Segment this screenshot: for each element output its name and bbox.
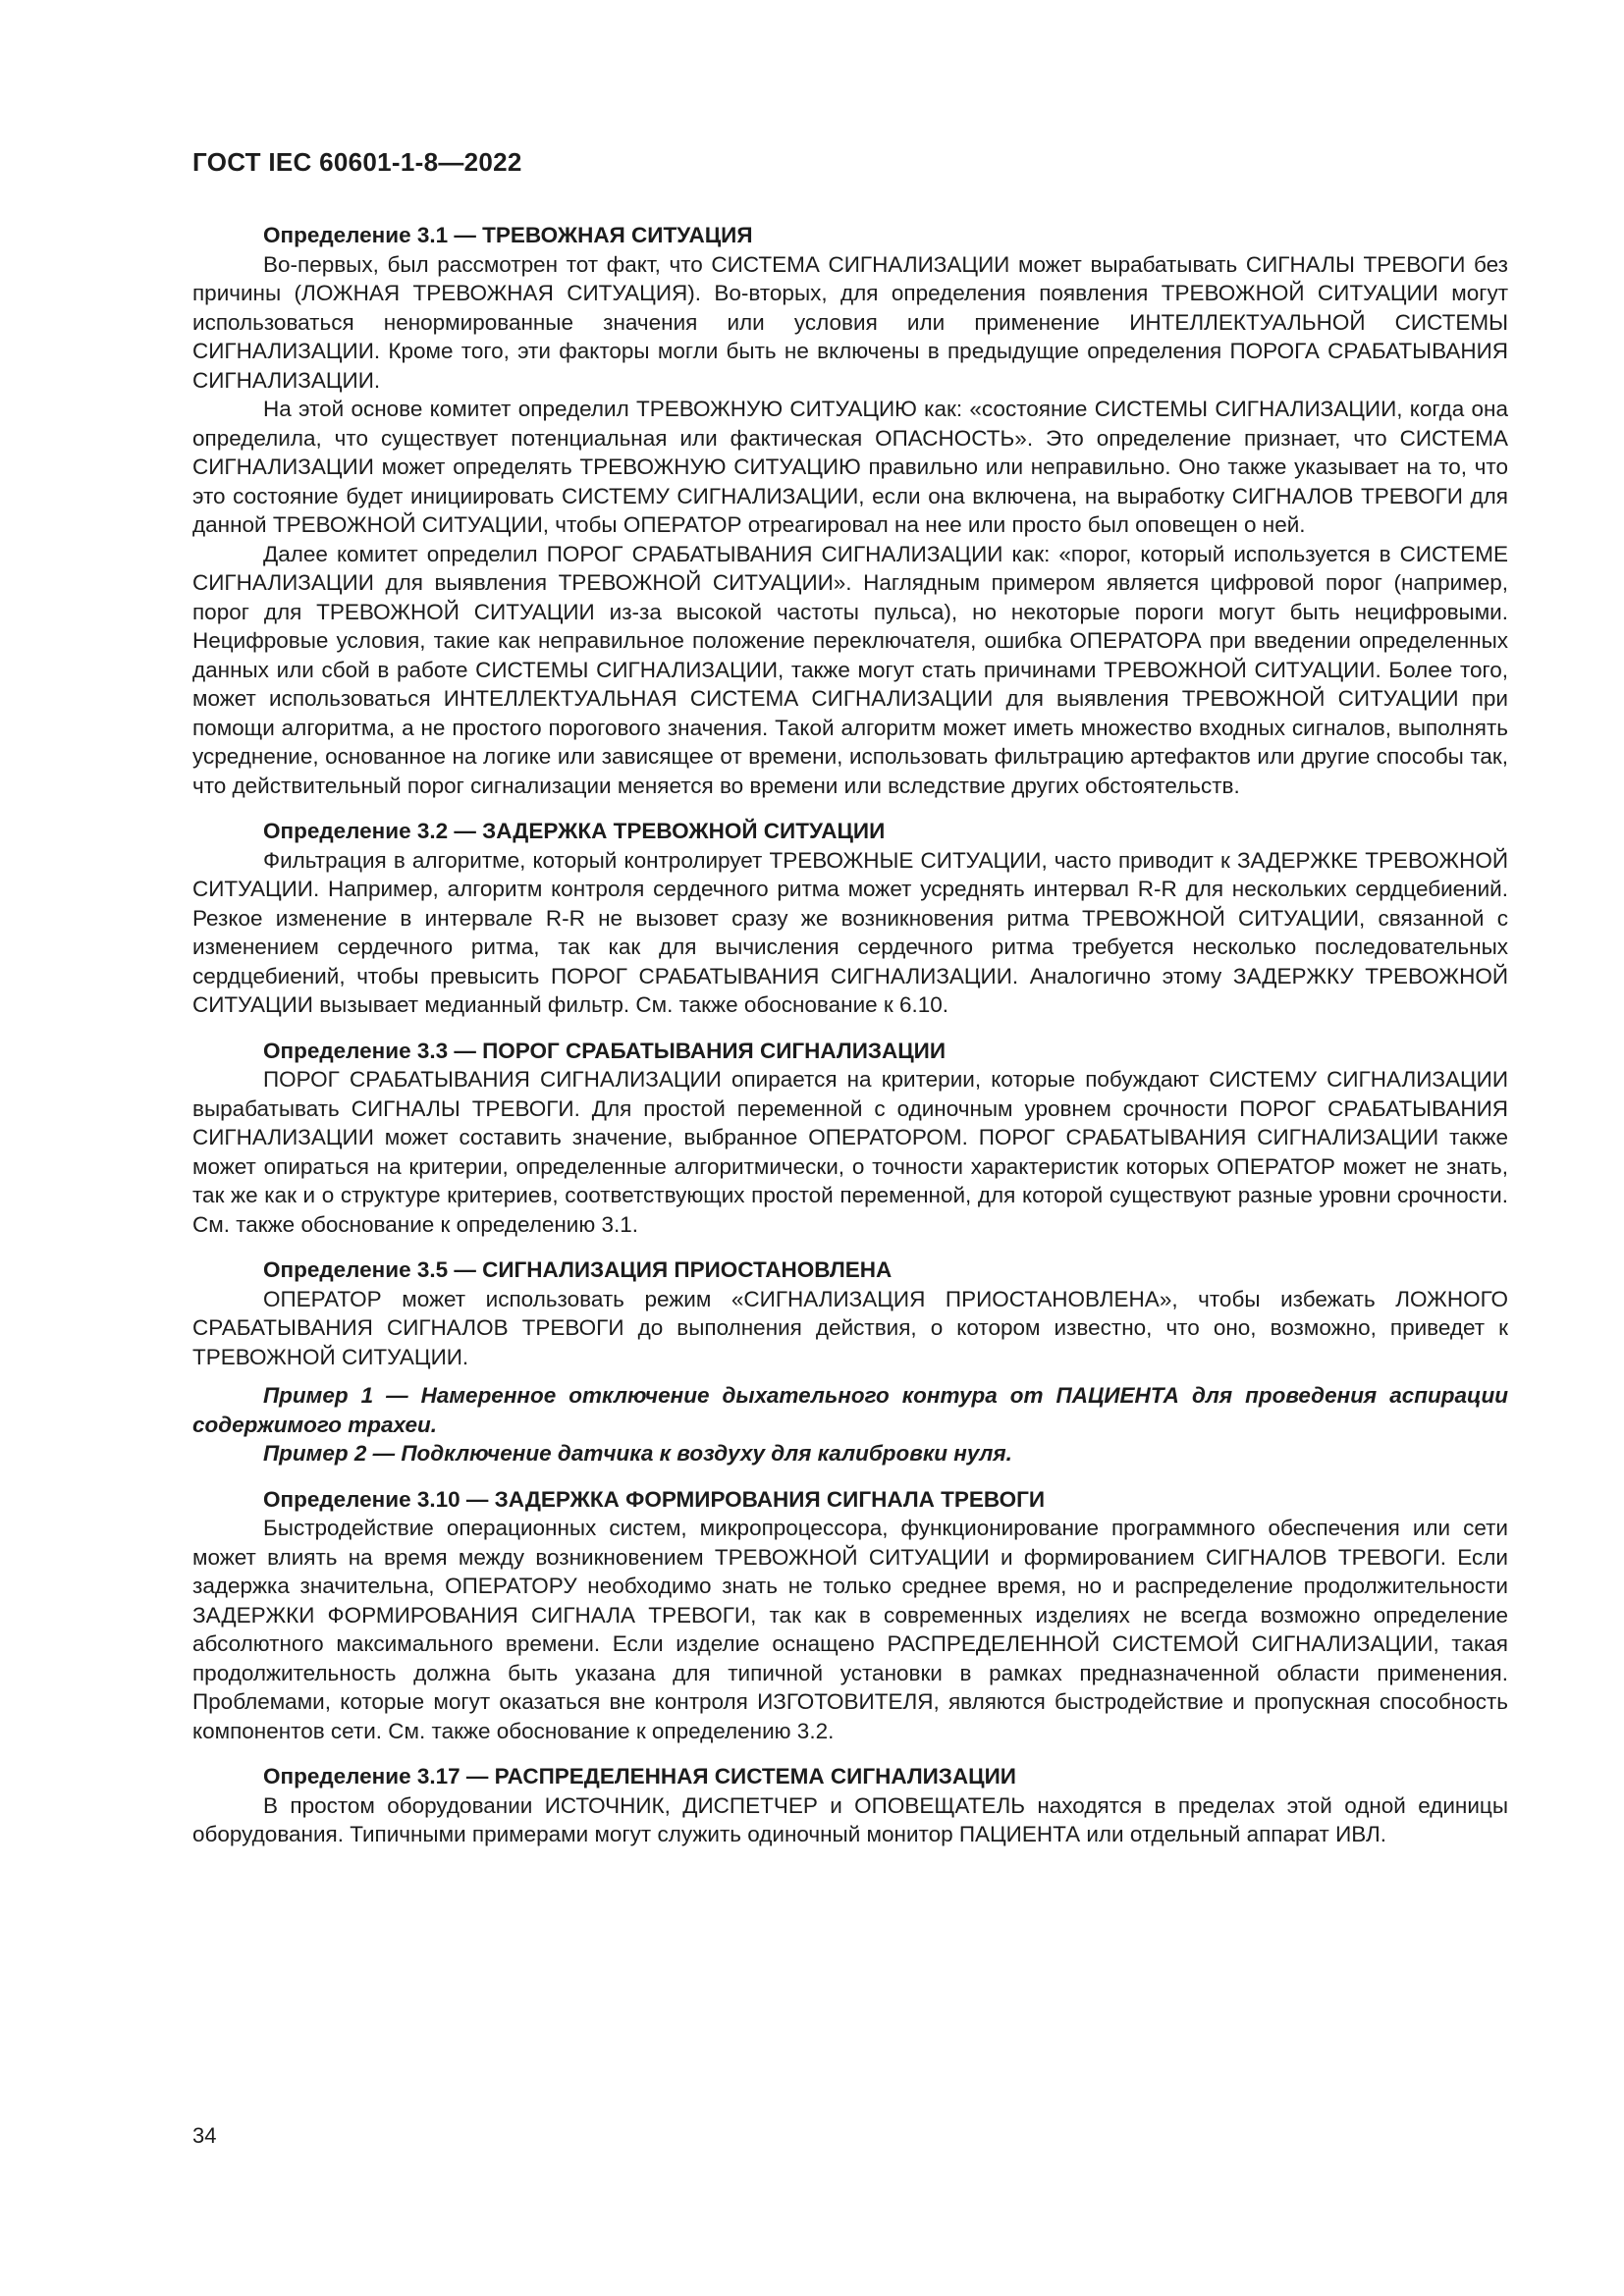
paragraph: ОПЕРАТОР может использовать режим «СИГНАЛИЗАЦИЯ ПРИОСТАНОВЛЕНА», чтобы избежать ЛОЖНОГО СРАБАТЫВАНИЯ СИГНАЛОВ ТРЕВОГИ до выполнения действия, о котором известно, что оно, возможно, приведет к ТРЕВОЖНОЙ СИТУАЦИИ. — [192, 1286, 1508, 1369]
paragraph: Быстродействие операционных систем, микропроцессора, функционирование программного обеспечения или сети может влиять на время между возникновением ТРЕВОЖНОЙ СИТУАЦИИ и формированием СИГНАЛОВ ТРЕВОГИ. Если задержка значительна, ОПЕРАТОРУ необходимо знать не только среднее время, но и распределение продолжительности ЗАДЕРЖКИ ФОРМИРОВАНИЯ СИГНАЛА ТРЕВОГИ, так как в современных изделиях не всегда возможно определение абсолютного максимального времени. Если изделие оснащено РАСПРЕДЕЛЕННОЙ СИСТЕМОЙ СИГНАЛИЗАЦИИ, такая продолжительность должна быть указана для типичной установки в рамках предназначенной области применения. Проблемами, которые могут оказаться вне контроля ИЗГОТОВИТЕЛЯ, являются быстродействие и пропускная способность компонентов сети. См. также обоснование к определению 3.2. — [192, 1516, 1508, 1743]
page-number: 34 — [192, 2123, 217, 2148]
section-definition-3-3 — [192, 1037, 1508, 1240]
paragraph: В простом оборудовании ИСТОЧНИК, ДИСПЕТЧЕР и ОПОВЕЩАТЕЛЬ находятся в пределах этой одной единицы оборудования. Типичными примерами могут служить одиночный монитор ПАЦИЕНТА или отдельный аппарат ИВЛ. — [192, 1792, 1508, 1846]
paragraph: Фильтрация в алгоритме, который контролирует ТРЕВОЖНЫЕ СИТУАЦИИ, часто приводит к ЗАДЕРЖКЕ ТРЕВОЖНОЙ СИТУАЦИИ. Например, алгоритм контроля сердечного ритма может усреднять интервал R-R для нескольких сердцебиений. Резкое изменение в интервале R-R не вызовет сразу же возникновения ритма ТРЕВОЖНОЙ СИТУАЦИИ, связанной с изменением сердечного ритма, так как для вычисления сердечного ритма требуется несколько последовательных сердцебиений, чтобы превысить ПОРОГ СРАБАТЫВАНИЯ СИГНАЛИЗАЦИИ. Аналогично этому ЗАДЕРЖКУ ТРЕВОЖНОЙ СИТУАЦИИ вызывает медианный фильтр. См. также обоснование к 6.10. — [192, 847, 1508, 1017]
section-definition-3-5 — [192, 1255, 1508, 1371]
section-definition-3-17 — [192, 1762, 1508, 1849]
section-heading: Определение 3.2 — ЗАДЕРЖКА ТРЕВОЖНОЙ СИТУАЦИИ — [263, 819, 886, 843]
example-2: Пример 2 — Подключение датчика к воздуху для калибровки нуля. — [263, 1441, 1012, 1466]
paragraph: Далее комитет определил ПОРОГ СРАБАТЫВАНИЯ СИГНАЛИЗАЦИИ как: «порог, который используется в СИСТЕМЕ СИГНАЛИЗАЦИИ для выявления ТРЕВОЖНОЙ СИТУАЦИИ». Наглядным примером является цифровой порог (например, порог для ТРЕВОЖНОЙ СИТУАЦИИ из-за высокой частоты пульса), но некоторые пороги могут быть нецифровыми. Нецифровые условия, такие как неправильное положение переключателя, ошибка ОПЕРАТОРА при введении определенных данных или сбой в работе СИСТЕМЫ СИГНАЛИЗАЦИИ, также могут стать причинами ТРЕВОЖНОЙ СИТУАЦИИ. Более того, может использоваться ИНТЕЛЛЕКТУАЛЬНАЯ СИСТЕМА СИГНАЛИЗАЦИИ для выявления ТРЕВОЖНОЙ СИТУАЦИИ при помощи алгоритма, а не простого порогового значения. Такой алгоритм может иметь множество входных сигналов, выполнять усреднение, основанное на логике или зависящее от времени, использовать фильтрацию артефактов или другие способы так, что действительный порог сигнализации меняется во времени или вследствие других обстоятельств. — [192, 541, 1508, 798]
section-heading: Определение 3.1 — ТРЕВОЖНАЯ СИТУАЦИЯ — [263, 223, 753, 247]
section-heading: Определение 3.3 — ПОРОГ СРАБАТЫВАНИЯ СИГНАЛИЗАЦИИ — [263, 1038, 947, 1063]
example-1: Пример 1 — Намеренное отключение дыхательного контура от ПАЦИЕНТА для проведения аспирации содержимого трахеи. — [192, 1383, 1508, 1437]
section-heading: Определение 3.17 — РАСПРЕДЕЛЕННАЯ СИСТЕМА СИГНАЛИЗАЦИИ — [263, 1764, 1016, 1789]
section-definition-3-10 — [192, 1485, 1508, 1746]
document-body — [192, 221, 1508, 1866]
paragraph: На этой основе комитет определил ТРЕВОЖНУЮ СИТУАЦИЮ как: «состояние СИСТЕМЫ СИГНАЛИЗАЦИИ, когда она определила, что существует потенциальная или фактическая ОПАСНОСТЬ». Это определение признает, что СИСТЕМА СИГНАЛИЗАЦИИ может определять ТРЕВОЖНУЮ СИТУАЦИЮ правильно или неправильно. Оно также указывает на то, что это состояние будет инициировать СИСТЕМУ СИГНАЛИЗАЦИИ, если она включена, на выработку СИГНАЛОВ ТРЕВОГИ для данной ТРЕВОЖНОЙ СИТУАЦИИ, чтобы ОПЕРАТОР отреагировал на нее или просто был оповещен о ней. — [192, 397, 1508, 537]
section-heading: Определение 3.10 — ЗАДЕРЖКА ФОРМИРОВАНИЯ СИГНАЛА ТРЕВОГИ — [263, 1486, 1046, 1512]
examples-block — [192, 1381, 1508, 1468]
paragraph: ПОРОГ СРАБАТЫВАНИЯ СИГНАЛИЗАЦИИ опирается на критерии, которые побуждают СИСТЕМУ СИГНАЛИЗАЦИИ вырабатывать СИГНАЛЫ ТРЕВОГИ. Для простой переменной с одиночным уровнем срочности ПОРОГ СРАБАТЫВАНИЯ СИГНАЛИЗАЦИИ может составить значение, выбранное ОПЕРАТОРОМ. ПОРОГ СРАБАТЫВАНИЯ СИГНАЛИЗАЦИИ также может опираться на критерии, определенные алгоритмически, о точности характеристик которых ОПЕРАТОР может не знать, так же как и о структуре критериев, соответствующих простой переменной, для которой существуют разные уровни срочности. См. также обоснование к определению 3.1. — [192, 1067, 1508, 1237]
section-definition-3-1 — [192, 221, 1508, 800]
document-header: ГОСТ IEC 60601-1-8—2022 — [192, 147, 522, 177]
section-heading: Определение 3.5 — СИГНАЛИЗАЦИЯ ПРИОСТАНОВЛЕНА — [263, 1257, 893, 1282]
section-definition-3-2 — [192, 817, 1508, 1020]
paragraph: Во-первых, был рассмотрен тот факт, что СИСТЕМА СИГНАЛИЗАЦИИ может вырабатывать СИГНАЛЫ ТРЕВОГИ без причины (ЛОЖНАЯ ТРЕВОЖНАЯ СИТУАЦИЯ). Во-вторых, для определения появления ТРЕВОЖНОЙ СИТУАЦИИ могут использоваться ненормированные значения или условия или применение ИНТЕЛЛЕКТУАЛЬНОЙ СИСТЕМЫ СИГНАЛИЗАЦИИ. Кроме того, эти факторы могли быть не включены в предыдущие определения ПОРОГА СРАБАТЫВАНИЯ СИГНАЛИЗАЦИИ. — [192, 251, 1508, 393]
